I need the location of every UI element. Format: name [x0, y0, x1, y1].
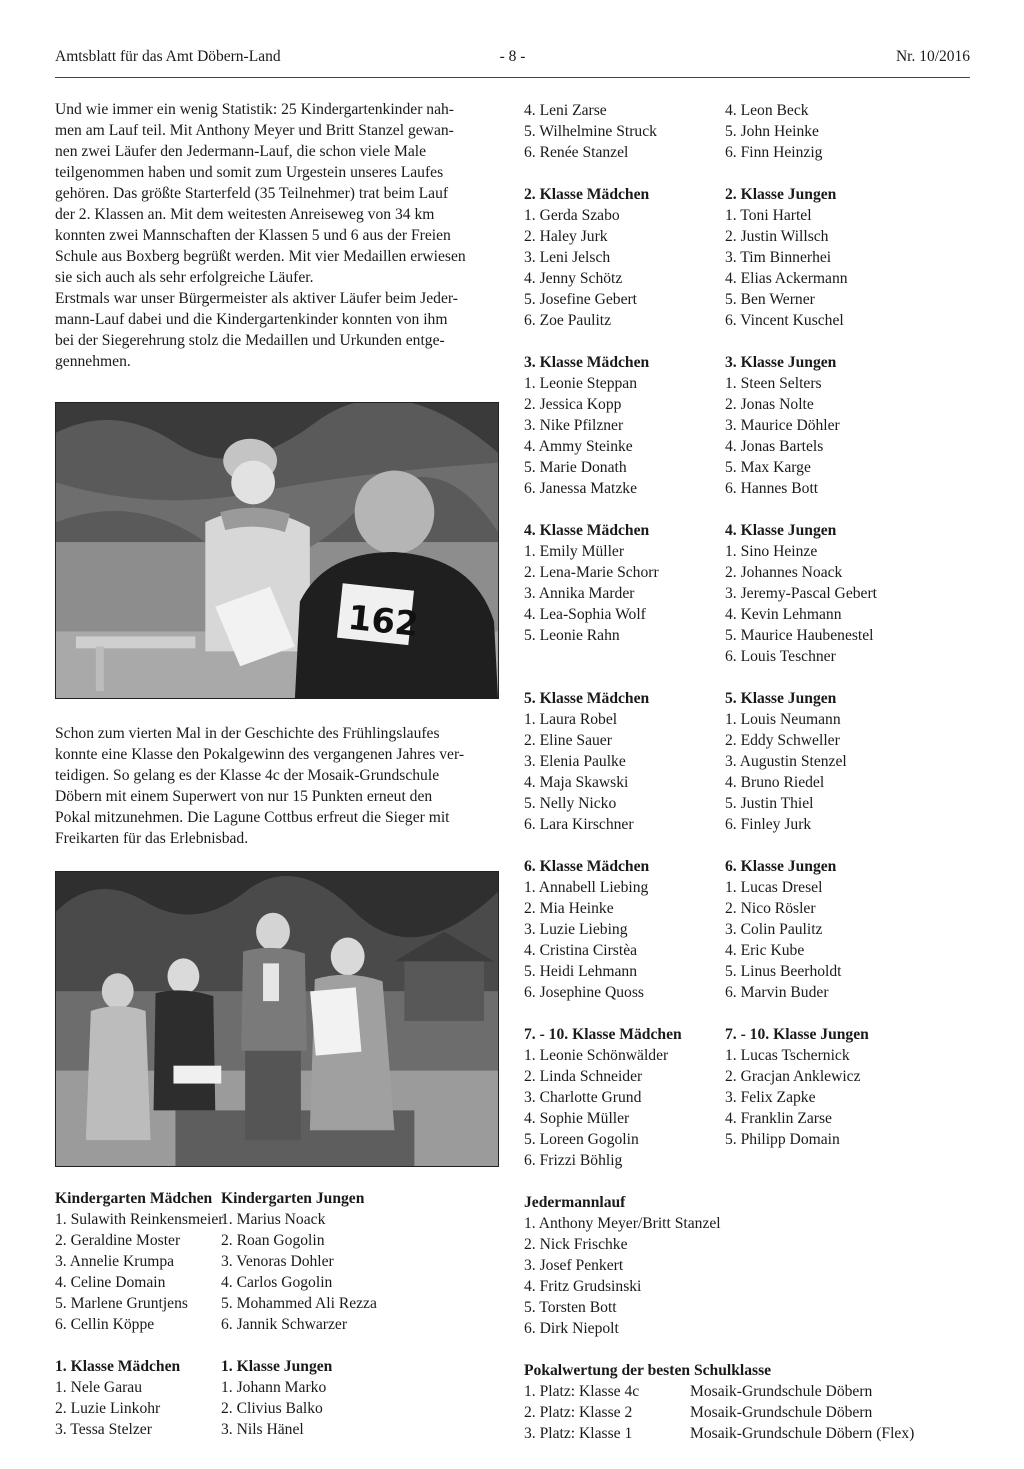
result-entry: 6. Zoe Paulitz: [524, 312, 612, 329]
result-entry: 5. Torsten Bott: [524, 1299, 617, 1316]
class2-girls-title: 2. Klasse Mädchen: [524, 186, 650, 203]
class3-boys-title: 3. Klasse Jungen: [725, 354, 837, 371]
result-entry: 3. Maurice Döhler: [725, 417, 840, 434]
result-entry: 4. Bruno Riedel: [725, 774, 825, 791]
result-row: [55, 1272, 377, 1293]
result-entry: 1. Annabell Liebing: [524, 879, 649, 896]
result-entry: 2. Geraldine Moster: [55, 1232, 181, 1249]
result-entry: 3. Annelie Krumpa: [55, 1253, 175, 1270]
result-entry: 6. Marvin Buder: [725, 984, 829, 1001]
result-entry: 4. Maja Skawski: [524, 774, 629, 791]
result-entry: 1. Marius Noack: [221, 1211, 326, 1228]
result-entry: 5. Justin Thiel: [725, 795, 814, 812]
result-row: [55, 1209, 377, 1230]
result-entry: 5. Maurice Haubenestel: [725, 627, 874, 644]
text-line: Und wie immer ein wenig Statistik: 25 Kindergartenkinder nah-: [55, 101, 454, 118]
result-entry: 6. Jannik Schwarzer: [221, 1316, 348, 1333]
result-entry: 5. Loreen Gogolin: [524, 1131, 639, 1148]
class3-girls-title: 3. Klasse Mädchen: [524, 354, 650, 371]
result-entry: 3. Josef Penkert: [524, 1257, 624, 1274]
result-entry: 1. Anthony Meyer/Britt Stanzel: [524, 1215, 721, 1232]
result-entry: 3. Nike Pfilzner: [524, 417, 624, 434]
page-header: [55, 48, 970, 72]
result-entry: 3. Tessa Stelzer: [55, 1421, 152, 1438]
result-entry: 5. Heidi Lehmann: [524, 963, 638, 980]
result-row: [55, 1398, 377, 1419]
intro-lines-1: [55, 99, 499, 288]
result-entry: 5. Philipp Domain: [725, 1131, 840, 1148]
result-entry: 3. Elenia Paulke: [524, 753, 626, 770]
result-entry: 4. Lea-Sophia Wolf: [524, 606, 646, 623]
left-results: [55, 1188, 377, 1440]
result-entry: 3. Annika Marder: [524, 585, 635, 602]
class2-boys-title: 2. Klasse Jungen: [725, 186, 837, 203]
result-entry: 5. Marlene Gruntjens: [55, 1295, 188, 1312]
spacer: [725, 499, 877, 520]
result-entry: 3. Felix Zapke: [725, 1089, 816, 1106]
result-entry: 4. Franklin Zarse: [725, 1110, 832, 1127]
result-entry: 5. Leonie Rahn: [524, 627, 620, 644]
result-row: [55, 1377, 377, 1398]
result-entry: 5. Linus Beerholdt: [725, 963, 842, 980]
result-entry: 2. Johannes Noack: [725, 564, 843, 581]
trophy-row: [524, 1381, 914, 1402]
result-entry: 3. Leni Jelsch: [524, 249, 611, 266]
text-line: nen zwei Läufer den Jedermann-Lauf, die schon viele Male: [55, 143, 427, 160]
result-entry: 2. Eline Sauer: [524, 732, 612, 749]
result-entry: 5. Mohammed Ali Rezza: [221, 1295, 377, 1312]
result-entry: 2. Jonas Nolte: [725, 396, 814, 413]
result-entry: 2. Clivius Balko: [221, 1400, 323, 1417]
text-line: Döbern mit einem Superwert von nur 15 Punkten erneut den: [55, 788, 433, 805]
class1-boys-title: 1. Klasse Jungen: [221, 1358, 333, 1375]
trophy-place: 1. Platz: Klasse 4c: [524, 1383, 640, 1400]
result-heading-row: [55, 1188, 377, 1209]
kindergarten-boys-title: Kindergarten Jungen: [221, 1190, 365, 1207]
intro-lines-2: [55, 288, 499, 372]
spacer: [725, 163, 877, 184]
result-entry: 3. Luzie Liebing: [524, 921, 628, 938]
spacer: [55, 1335, 377, 1356]
result-row: [55, 1419, 377, 1440]
result-entry: 5. Ben Werner: [725, 291, 815, 308]
spacer: [725, 835, 877, 856]
photo-medal-ceremony: [55, 402, 499, 699]
result-entry: 6. Lara Kirschner: [524, 816, 634, 833]
spacer: [524, 1339, 914, 1360]
publication-title: Amtsblatt für das Amt Döbern-Land: [55, 48, 281, 65]
class4-girls-title: 4. Klasse Mädchen: [524, 522, 650, 539]
spacer: [725, 1003, 877, 1024]
result-entry: 6. Josephine Quoss: [524, 984, 644, 1001]
trophy-row: [524, 1402, 914, 1423]
result-entry: 4. Kevin Lehmann: [725, 606, 842, 623]
result-entry: 3. Venoras Dohler: [221, 1253, 334, 1270]
issue-number: Nr. 10/2016: [895, 48, 970, 65]
text-line: sie sich auch als sehr erfolgreiche Läufer.: [55, 269, 314, 286]
class6-girls-title: 6. Klasse Mädchen: [524, 858, 650, 875]
text-line: Schon zum vierten Mal in der Geschichte des Frühlingslaufes: [55, 725, 440, 742]
result-entry: 1. Emily Müller: [524, 543, 625, 560]
result-entry: 6. Cellin Köppe: [55, 1316, 155, 1333]
result-entry: 1. Louis Neumann: [725, 711, 841, 728]
class7-10-boys-title: 7. - 10. Klasse Jungen: [725, 1026, 869, 1043]
text-line: gehören. Das größte Starterfeld (35 Teilnehmer) trat beim Lauf: [55, 185, 449, 202]
result-entry: 2. Gracjan Anklewicz: [725, 1068, 861, 1085]
result-entry: 6. Finn Heinzig: [725, 144, 823, 161]
spacer: [725, 331, 877, 352]
class7-10-girls-title: 7. - 10. Klasse Mädchen: [524, 1026, 682, 1043]
bib-number: 162: [346, 597, 421, 644]
result-entry: 2. Nico Rösler: [725, 900, 816, 917]
text-line: Erstmals war unser Bürgermeister als aktiver Läufer beim Jeder-: [55, 290, 458, 307]
result-entry: 3. Tim Binnerhei: [725, 249, 832, 266]
header-rule: [55, 77, 970, 78]
result-entry: 1. Toni Hartel: [725, 207, 812, 224]
result-entry: 6. Dirk Niepolt: [524, 1320, 619, 1337]
result-entry: 2. Linda Schneider: [524, 1068, 643, 1085]
text-line: gennehmen.: [55, 353, 131, 370]
result-entry: 4. Leni Zarse: [524, 102, 607, 119]
result-entry: 1. Johann Marko: [221, 1379, 327, 1396]
right-results-boys: [725, 100, 877, 1150]
result-entry: 6. Finley Jurk: [725, 816, 812, 833]
result-entry: 1. Lucas Dresel: [725, 879, 823, 896]
result-row: [55, 1230, 377, 1251]
result-entry: 5. Max Karge: [725, 459, 811, 476]
result-entry: 2. Roan Gogolin: [221, 1232, 325, 1249]
trophy-place: 3. Platz: Klasse 1: [524, 1425, 633, 1442]
photo-class-winners: [55, 871, 499, 1167]
result-entry: 2. Justin Willsch: [725, 228, 829, 245]
result-entry: 5. Josefine Gebert: [524, 291, 638, 308]
result-entry: 4. Cristina Cirstèa: [524, 942, 638, 959]
kindergarten-girls-title: Kindergarten Mädchen: [55, 1190, 213, 1207]
spacer: [524, 1171, 914, 1192]
result-entry: 2. Eddy Schweller: [725, 732, 840, 749]
result-row: [55, 1251, 377, 1272]
result-entry: 2. Luzie Linkohr: [55, 1400, 161, 1417]
result-entry: 2. Jessica Kopp: [524, 396, 622, 413]
result-entry: 3. Colin Paulitz: [725, 921, 823, 938]
class4-boys-title: 4. Klasse Jungen: [725, 522, 837, 539]
text-line: mann-Lauf dabei und die Kindergartenkinder konnten von ihm: [55, 311, 448, 328]
result-entry: 1. Sulawith Reinkensmeier: [55, 1211, 224, 1228]
trophy-school: Mosaik-Grundschule Döbern: [690, 1404, 873, 1421]
text-line: men am Lauf teil. Mit Anthony Meyer und Britt Stanzel gewan-: [55, 122, 454, 139]
class6-boys-title: 6. Klasse Jungen: [725, 858, 837, 875]
result-entry: 4. Elias Ackermann: [725, 270, 848, 287]
result-entry: 5. Nelly Nicko: [524, 795, 617, 812]
result-entry: 3. Charlotte Grund: [524, 1089, 642, 1106]
trophy-paragraph: [55, 723, 499, 849]
result-entry: 6. Hannes Bott: [725, 480, 819, 497]
result-entry: 4. Carlos Gogolin: [221, 1274, 333, 1291]
trophy-school: Mosaik-Grundschule Döbern: [690, 1383, 873, 1400]
result-entry: 1. Nele Garau: [55, 1379, 143, 1396]
result-heading-row: [55, 1356, 377, 1377]
result-entry: 3. Nils Hänel: [221, 1421, 304, 1438]
trophy-place: 2. Platz: Klasse 2: [524, 1404, 633, 1421]
text-line: teidigen. So gelang es der Klasse 4c der Mosaik-Grundschule: [55, 767, 440, 784]
result-entry: 4. Jenny Schötz: [524, 270, 623, 287]
result-entry: 6. Janessa Matzke: [524, 480, 638, 497]
text-line: Pokal mitzunehmen. Die Lagune Cottbus erfreut die Sieger mit: [55, 809, 450, 826]
class1-girls-title: 1. Klasse Mädchen: [55, 1358, 181, 1375]
jedermann-title: Jedermannlauf: [524, 1194, 626, 1211]
spacer: [725, 667, 877, 688]
result-entry: 6. Vincent Kuschel: [725, 312, 844, 329]
result-entry: 4. Leon Beck: [725, 102, 809, 119]
text-line: der 2. Klassen an. Mit dem weitesten Anreiseweg von 34 km: [55, 206, 435, 223]
result-entry: 5. Wilhelmine Struck: [524, 123, 657, 140]
class5-girls-title: 5. Klasse Mädchen: [524, 690, 650, 707]
result-entry: 1. Steen Selters: [725, 375, 822, 392]
text-line: konnten zwei Mannschaften der Klassen 5 und 6 aus der Freien: [55, 227, 451, 244]
result-entry: 4. Sophie Müller: [524, 1110, 630, 1127]
result-entry: 6. Frizzi Böhlig: [524, 1152, 623, 1169]
result-entry: 5. Marie Donath: [524, 459, 627, 476]
trophy-ranking-title: Pokalwertung der besten Schulklasse: [524, 1362, 772, 1379]
result-entry: 4. Jonas Bartels: [725, 438, 824, 455]
result-entry: 6. Renée Stanzel: [524, 144, 629, 161]
result-entry: 4. Celine Domain: [55, 1274, 166, 1291]
result-entry: 3. Augustin Stenzel: [725, 753, 847, 770]
result-entry: 1. Lucas Tschernick: [725, 1047, 850, 1064]
trophy-school: Mosaik-Grundschule Döbern (Flex): [690, 1425, 915, 1442]
result-entry: 4. Fritz Grudsinski: [524, 1278, 642, 1295]
result-row: [55, 1314, 377, 1335]
result-entry: 1. Laura Robel: [524, 711, 618, 728]
result-entry: 2. Mia Heinke: [524, 900, 614, 917]
class5-boys-title: 5. Klasse Jungen: [725, 690, 837, 707]
result-entry: 2. Nick Frischke: [524, 1236, 628, 1253]
intro-paragraph: [55, 99, 499, 372]
result-entry: 6. Louis Teschner: [725, 648, 836, 665]
result-entry: 4. Eric Kube: [725, 942, 805, 959]
page-number: - 8 -: [499, 48, 526, 65]
result-entry: 1. Leonie Steppan: [524, 375, 638, 392]
text-line: konnte eine Klasse den Pokalgewinn des vergangenen Jahres ver-: [55, 746, 465, 763]
result-entry: 1. Sino Heinze: [725, 543, 818, 560]
text-line: Freikarten für das Erlebnisbad.: [55, 830, 249, 847]
result-entry: 1. Leonie Schönwälder: [524, 1047, 669, 1064]
result-entry: 2. Lena-Marie Schorr: [524, 564, 659, 581]
result-entry: 4. Ammy Steinke: [524, 438, 633, 455]
text-line: teilgenommen haben und somit zum Urgestein unseres Laufes: [55, 164, 444, 181]
text-line: Schule aus Boxberg begrüßt werden. Mit vier Medaillen erwiesen: [55, 248, 466, 265]
text-line: bei der Siegerehrung stolz die Medaillen und Urkunden entge-: [55, 332, 445, 349]
result-entry: 1. Gerda Szabo: [524, 207, 620, 224]
trophy-row: [524, 1423, 914, 1444]
result-entry: 2. Haley Jurk: [524, 228, 608, 245]
result-row: [55, 1293, 377, 1314]
result-entry: 5. John Heinke: [725, 123, 819, 140]
result-entry: 3. Jeremy-Pascal Gebert: [725, 585, 877, 602]
